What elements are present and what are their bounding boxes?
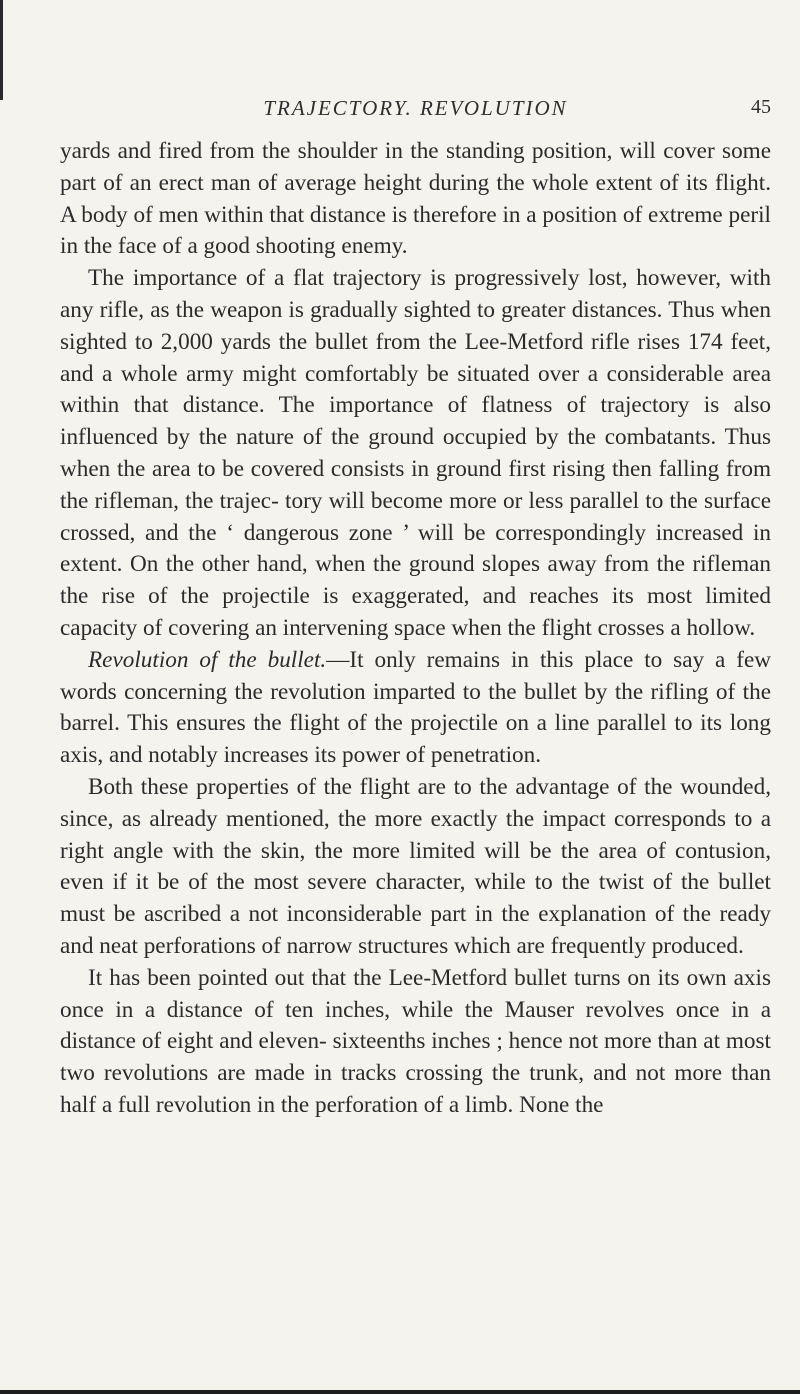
scan-edge-bottom xyxy=(0,1390,800,1394)
paragraph-revolution xyxy=(60,645,771,772)
section-sidehead: Revolution of the bullet. xyxy=(88,646,327,673)
paragraph-revolution-text: —It only remains in this place to say a few words concerning the revolution imparted to the bullet by the rifling of the barrel. This ensures the flight of the projectile on a line parallel to its long axis, and notably increases its power of penetration. xyxy=(60,646,772,769)
scan-edge-left xyxy=(0,0,3,100)
paragraph-properties: Both these properties of the flight are to the advantage of the wounded, since, as already mentioned, the more exactly the impact corresponds to a right angle with the skin, the more limited will be the area of contusion, even if it be of the most severe character, while to the twist of the bullet must be ascribed a not inconsiderable part in the explanation of the ready and neat perforations of narrow structures which are frequently produced. xyxy=(60,773,771,959)
book-page xyxy=(60,96,771,1122)
page-number: 45 xyxy=(751,96,771,118)
running-head xyxy=(60,96,771,132)
paragraph-lee-metford: It has been pointed out that the Lee-Metford bullet turns on its own axis once in a distance of ten inches, while the Mauser revolves once in a distance of eight and eleven- sixteenths inches ; hence not more than at most two revolutions are made in tracks crossing the trunk, and not more than half a full revolution in the perforation of a limb. None the xyxy=(60,964,771,1118)
paragraph-flat-trajectory: The importance of a flat trajectory is progressively lost, however, with any rifle, as the weapon is gradually sighted to greater distances. Thus when sighted to 2,000 yards the bullet from the Lee-Metford rifle rises 174 feet, and a whole army might comfortably be situated over a considerable area within that distance. The importance of flatness of trajectory is also influenced by the nature of the ground occupied by the combatants. Thus when the area to be covered consists in ground first rising then falling from the rifleman, the trajec- tory will become more or less parallel to the surface crossed, and the ‘ dangerous zone ’ will be correspondingly increased in extent. On the other hand, when the ground slopes away from the rifleman the rise of the projectile is exaggerated, and reaches its most limited capacity of covering an intervening space when the flight crosses a hollow. xyxy=(60,265,771,641)
running-title: TRAJECTORY. REVOLUTION xyxy=(263,96,568,120)
body-text xyxy=(60,136,771,1122)
paragraph-continued: yards and fired from the shoulder in the standing position, will cover some part of an erect man of average height during the whole extent of its flight. A body of men within that distance is therefore in a position of extreme peril in the face of a good shooting enemy. xyxy=(60,138,771,260)
